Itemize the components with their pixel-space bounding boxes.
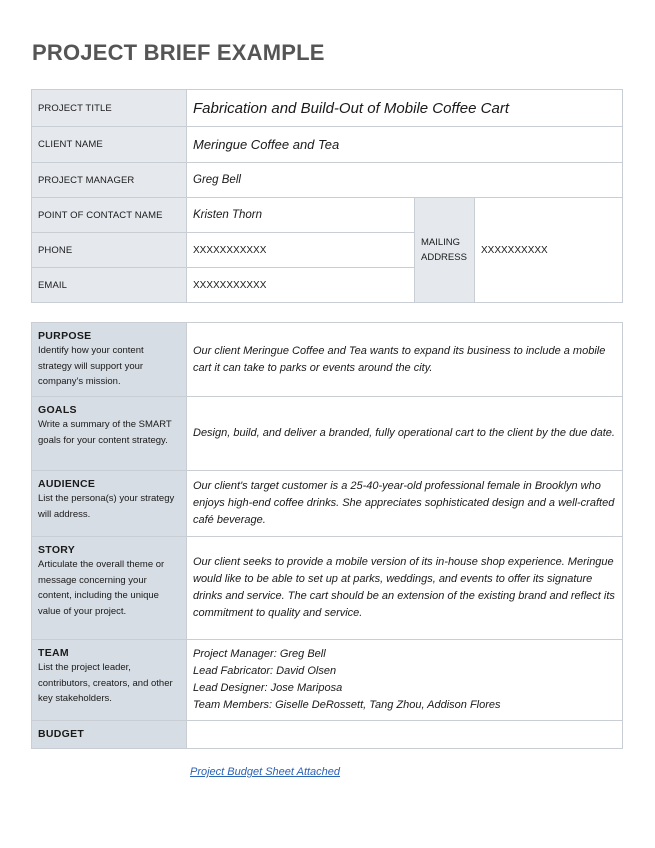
row-project-title <box>32 90 623 127</box>
budget-label-cell <box>32 721 187 749</box>
purpose-heading: PURPOSE <box>38 330 92 342</box>
budget-sheet-link[interactable]: Project Budget Sheet Attached <box>190 766 341 778</box>
story-value[interactable]: Our client seeks to provide a mobile version of its in-house shop experience. Meringue would like to be able to set up at parks, weddings, and events to offer its signature drinks and service. The cart should be an extension of the existing brand and reflect its commitment to quality and service. <box>187 537 623 640</box>
story-label-cell <box>32 537 187 640</box>
mailing-label-line-2: ADDRESS <box>421 252 467 263</box>
audience-description: List the persona(s) your strategy will address. <box>38 493 175 520</box>
project-title-value[interactable]: Fabrication and Build-Out of Mobile Coffee Cart <box>187 90 623 127</box>
audience-heading: AUDIENCE <box>38 478 96 490</box>
team-description: List the project leader, contributors, creators, and other key stakeholders. <box>38 662 173 704</box>
team-line: Project Manager: Greg Bell <box>193 648 326 660</box>
purpose-description: Identify how your content strategy will support your company's mission. <box>38 345 144 387</box>
page-title: PROJECT BRIEF EXAMPLE <box>32 40 325 65</box>
mailing-label-line-1: MAILING <box>421 237 461 248</box>
budget-value[interactable] <box>187 721 623 749</box>
row-goals <box>32 397 623 471</box>
goals-label-cell <box>32 397 187 471</box>
row-audience <box>32 471 623 537</box>
project-sections-table <box>31 322 623 749</box>
phone-value[interactable]: XXXXXXXXXXX <box>187 233 415 268</box>
client-name-label: CLIENT NAME <box>32 127 187 163</box>
mailing-address-label <box>415 198 475 303</box>
project-manager-value[interactable]: Greg Bell <box>187 163 623 198</box>
project-title-label: PROJECT TITLE <box>32 90 187 127</box>
audience-label-cell <box>32 471 187 537</box>
goals-description: Write a summary of the SMART goals for your content strategy. <box>38 419 172 446</box>
row-client-name <box>32 127 623 163</box>
row-team <box>32 640 623 721</box>
audience-value[interactable]: Our client's target customer is a 25-40-year-old professional female in Brooklyn who enjoys high-end coffee drinks. She appreciates sophisticated design and a well-crafted café beverage. <box>187 471 623 537</box>
goals-value[interactable]: Design, build, and deliver a branded, fully operational cart to the client by the due date. <box>187 397 623 471</box>
row-story <box>32 537 623 640</box>
project-info-table <box>31 89 623 303</box>
team-value[interactable] <box>187 640 623 721</box>
client-name-value[interactable]: Meringue Coffee and Tea <box>187 127 623 163</box>
budget-heading: BUDGET <box>38 728 85 740</box>
email-value[interactable]: XXXXXXXXXXX <box>187 268 415 303</box>
team-line: Team Members: Giselle DeRossett, Tang Zhou, Addison Flores <box>193 699 501 711</box>
purpose-label-cell <box>32 323 187 397</box>
row-project-manager <box>32 163 623 198</box>
story-description: Articulate the overall theme or message concerning your content, including the unique value of your project. <box>38 559 165 617</box>
email-label: EMAIL <box>32 268 187 303</box>
team-line: Lead Fabricator: David Olsen <box>193 665 337 677</box>
row-budget <box>32 721 623 749</box>
row-purpose <box>32 323 623 397</box>
team-label-cell <box>32 640 187 721</box>
team-line: Lead Designer: Jose Mariposa <box>193 682 343 694</box>
mailing-address-value[interactable]: XXXXXXXXXX <box>475 198 623 303</box>
row-poc <box>32 198 623 233</box>
team-heading: TEAM <box>38 647 69 659</box>
poc-value[interactable]: Kristen Thorn <box>187 198 415 233</box>
goals-heading: GOALS <box>38 404 77 416</box>
story-heading: STORY <box>38 544 76 556</box>
phone-label: PHONE <box>32 233 187 268</box>
project-manager-label: PROJECT MANAGER <box>32 163 187 198</box>
purpose-value[interactable]: Our client Meringue Coffee and Tea wants to expand its business to include a mobile cart it can take to parks or events around the city. <box>187 323 623 397</box>
poc-label: POINT OF CONTACT NAME <box>32 198 187 233</box>
